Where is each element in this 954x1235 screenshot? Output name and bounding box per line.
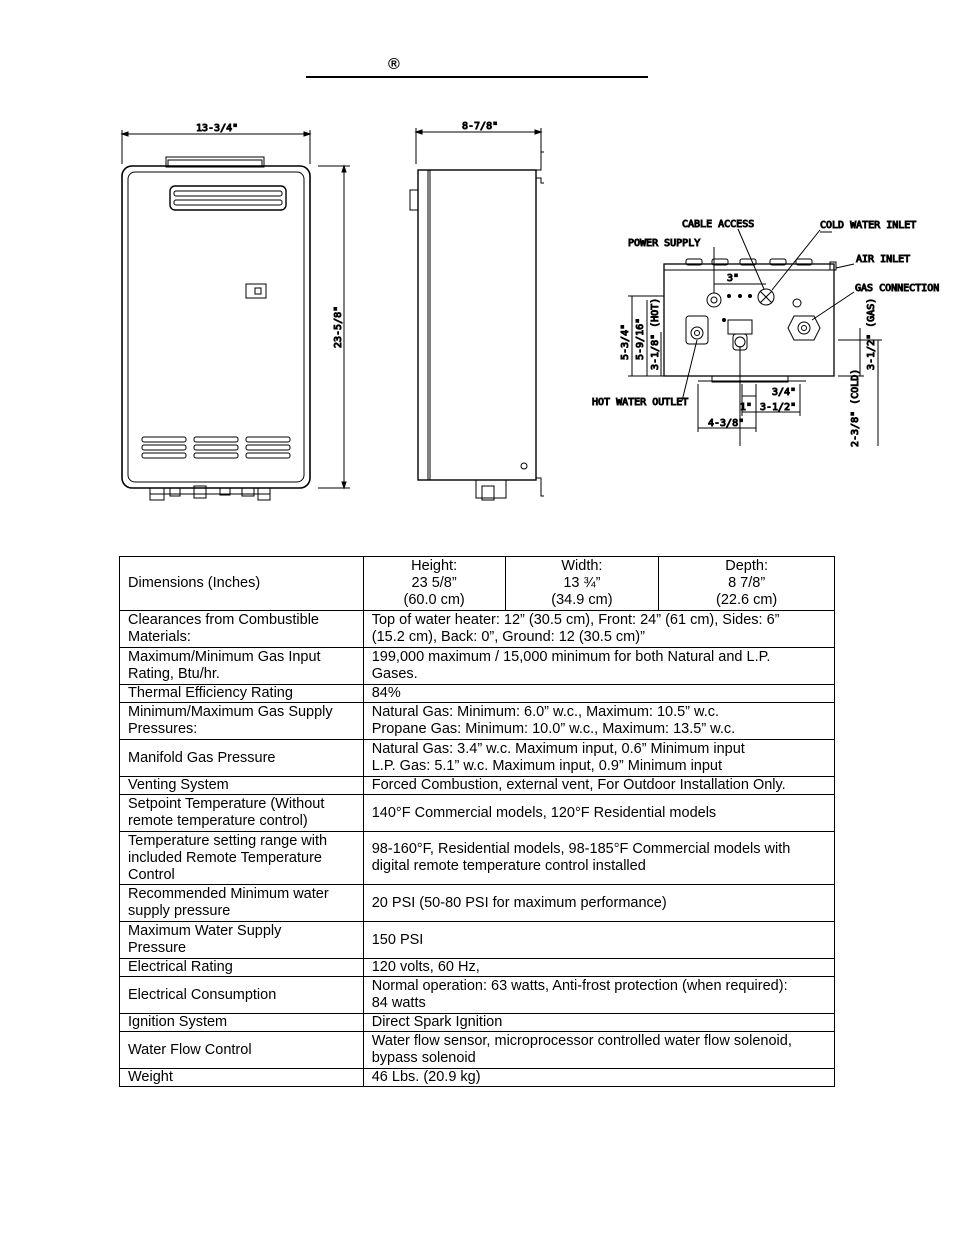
side-depth-dim: 8-7/8" [462,121,499,132]
spec-value: Water flow sensor, microprocessor controlled water flow solenoid, bypass solenoid [363,1032,834,1069]
spec-row [120,885,835,922]
spec-row [120,740,835,777]
height-cell: Height: 23 5/8” (60.0 cm) [363,557,505,611]
dim-3-1-2: 3-1/2" [760,402,797,413]
front-louvers [142,437,290,458]
spec-row [120,1032,835,1069]
spec-label: Recommended Minimum water supply pressure [120,885,364,922]
dim-4-3-8: 4-3/8" [708,418,745,429]
hot-outlet-fitting [686,316,708,344]
spec-label: Maximum/Minimum Gas Input Rating, Btu/hr. [120,648,364,685]
depth-cell: Depth: 8 7/8” (22.6 cm) [659,557,835,611]
dim-3: 3" [727,273,740,284]
power-supply-label: POWER SUPPLY [628,238,701,249]
spec-label: Temperature setting range with included Remote Temperature Control [120,832,364,885]
spec-value: 98-160°F, Residential models, 98-185°F Commercial models with digital remote temperature control installed [363,832,834,885]
spec-row [120,703,835,740]
spec-label: Electrical Consumption [120,977,364,1014]
dim-3-1-8-hot: 3-1/8" (HOT) [650,297,661,370]
spec-label: Electrical Rating [120,959,364,977]
hot-water-outlet-label: HOT WATER OUTLET [592,397,689,408]
dimensions-row [120,557,835,611]
spec-row [120,832,835,885]
spec-row [120,977,835,1014]
spec-label: Water Flow Control [120,1032,364,1069]
spec-row [120,959,835,977]
specifications-table [119,556,835,1087]
spec-row [120,611,835,648]
spec-value: Forced Combustion, external vent, For Outdoor Installation Only. [363,777,834,795]
gas-connection-fitting [788,316,820,340]
spec-row [120,1014,835,1032]
spec-label: Ignition System [120,1014,364,1032]
cable-access-label: CABLE ACCESS [682,219,755,230]
front-width-dim: 13-3/4" [196,123,239,134]
spec-label: Weight [120,1069,364,1087]
spec-label: Manifold Gas Pressure [120,740,364,777]
bottom-view [592,219,939,447]
spec-value: 140°F Commercial models, 120°F Residential models [363,795,834,832]
spec-value: 20 PSI (50-80 PSI for maximum performance) [363,885,834,922]
cold-water-inlet-label: COLD WATER INLET [820,220,917,231]
dimension-drawing [0,100,954,510]
spec-row [120,1069,835,1087]
spec-value: 150 PSI [363,922,834,959]
front-view [122,123,350,500]
dim-2-3-8-cold: 2-3/8" (COLD) [850,368,861,447]
spec-row [120,922,835,959]
width-cell: Width: 13 ¾” (34.9 cm) [505,557,659,611]
spec-row [120,648,835,685]
spec-value: 199,000 maximum / 15,000 minimum for both Natural and L.P. Gases. [363,648,834,685]
spec-value: Top of water heater: 12” (30.5 cm), Front: 24” (61 cm), Sides: 6” (15.2 cm), Back: 0”, Ground: 12 (30.5 cm)” [363,611,834,648]
spec-label: Minimum/Maximum Gas Supply Pressures: [120,703,364,740]
spec-label: Thermal Efficiency Rating [120,685,364,703]
gas-connection-label: GAS CONNECTION [855,283,940,294]
spec-label: Clearances from Combustible Materials: [120,611,364,648]
dim-3-4: 3/4" [772,387,797,398]
dim-3-1-2-gas: 3-1/2" (GAS) [866,297,877,370]
spec-row [120,777,835,795]
dim-5-9-16: 5-9/16" [635,317,646,360]
spec-value: 120 volts, 60 Hz, [363,959,834,977]
spec-value: Natural Gas: 3.4” w.c. Maximum input, 0.6” Minimum input L.P. Gas: 5.1” w.c. Maximum input, 0.9” Minimum input [363,740,834,777]
spec-value: Normal operation: 63 watts, Anti-frost protection (when required): 84 watts [363,977,834,1014]
air-inlet-label: AIR INLET [856,254,911,265]
dim-5-3-4: 5-3/4" [620,323,631,360]
spec-value: 46 Lbs. (20.9 kg) [363,1069,834,1087]
spec-value: Direct Spark Ignition [363,1014,834,1032]
front-height-dim: 23-5/8" [333,305,344,348]
spec-rows [120,611,835,1087]
spec-label: Maximum Water Supply Pressure [120,922,364,959]
registered-mark: ® [388,56,400,73]
dim-1: 1" [740,402,753,413]
spec-row [120,685,835,703]
spec-value: 84% [363,685,834,703]
side-view [410,121,544,500]
spec-label: Venting System [120,777,364,795]
cold-inlet-fitting [728,320,752,350]
dimensions-label: Dimensions (Inches) [120,557,364,611]
page-header-rule [306,58,648,78]
spec-label: Setpoint Temperature (Without remote temperature control) [120,795,364,832]
spec-value: Natural Gas: Minimum: 6.0” w.c., Maximum: 10.5” w.c. Propane Gas: Minimum: 10.0” w.c., Maximum: 13.5” w.c. [363,703,834,740]
spec-row [120,795,835,832]
